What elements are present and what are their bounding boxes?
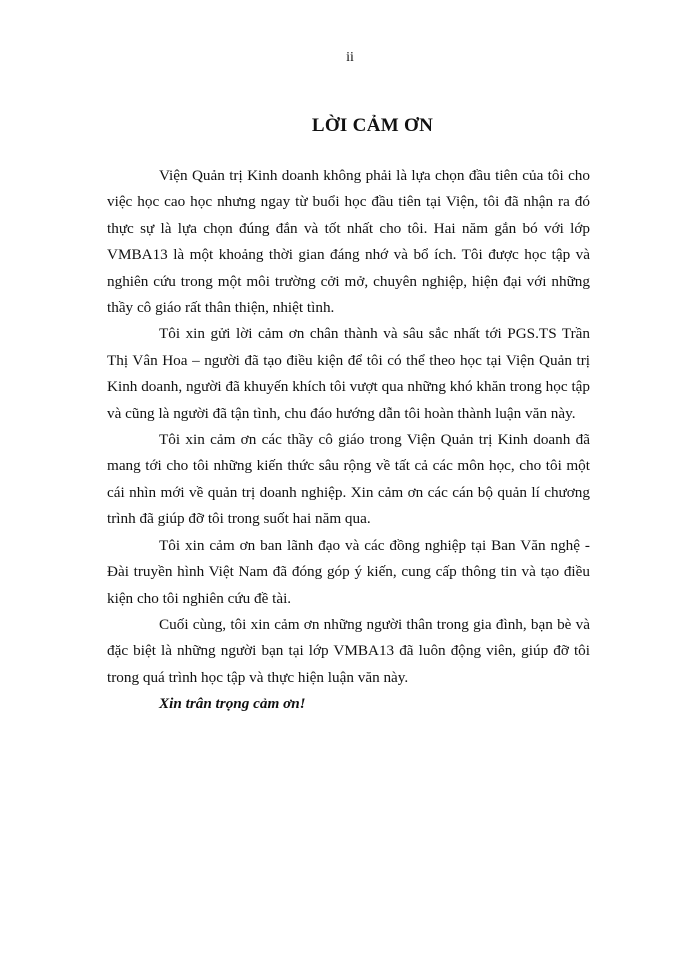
paragraph-3: Tôi xin cảm ơn các thầy cô giáo trong Viện Quản trị Kinh doanh đã mang tới cho tôi những kiến thức sâu rộng về tất cả các môn học, cho tôi một cái nhìn mới về quản trị doanh nghiệp. Xin cảm ơn các cán bộ quản lí chương trình đã giúp đỡ tôi trong suốt hai năm qua. bbox=[107, 431, 590, 528]
paragraph-4: Tôi xin cảm ơn ban lãnh đạo và các đồng nghiệp tại Ban Văn nghệ - Đài truyền hình Việt Nam đã đóng góp ý kiến, cung cấp thông tin và tạo điều kiện cho tôi nghiên cứu đề tài. bbox=[107, 536, 590, 607]
paragraph-2: Tôi xin gửi lời cảm ơn chân thành và sâu sắc nhất tới PGS.TS Trần Thị Vân Hoa – người đã tạo điều kiện để tôi có thể theo học tại Viện Quản trị Kinh doanh, người đã khuyến khích tôi vượt qua những khó khăn trong học tập và cũng là người đã tận tình, chu đáo hướng dẫn tôi hoàn thành luận văn này. bbox=[107, 325, 590, 422]
closing-line: Xin trân trọng cảm ơn! bbox=[159, 695, 306, 713]
page-title: LỜI CẢM ƠN bbox=[311, 115, 434, 136]
paragraph-5: Cuối cùng, tôi xin cảm ơn những người thân trong gia đình, bạn bè và đặc biệt là những người bạn tại lớp VMBA13 đã luôn động viên, giúp đỡ tôi trong quá trình học tập và thực hiện luận văn này. bbox=[107, 615, 590, 686]
paragraph-1: Viện Quản trị Kinh doanh không phải là lựa chọn đầu tiên của tôi cho việc học cao học nhưng ngay từ buổi học đầu tiên tại Viện, tôi đã nhận ra đó thực sự là lựa chọn đúng đắn và tốt nhất cho tôi. Hai năm gắn bó với lớp VMBA13 là một khoảng thời gian đáng nhớ và bổ ích. Tôi được học tập và nghiên cứu trong một môi trường cởi mở, chuyên nghiệp, hiện đại với những thầy cô giáo rất thân thiện, nhiệt tình. bbox=[107, 167, 590, 317]
page-number: ii bbox=[346, 50, 354, 65]
acknowledgement-body bbox=[107, 163, 590, 718]
